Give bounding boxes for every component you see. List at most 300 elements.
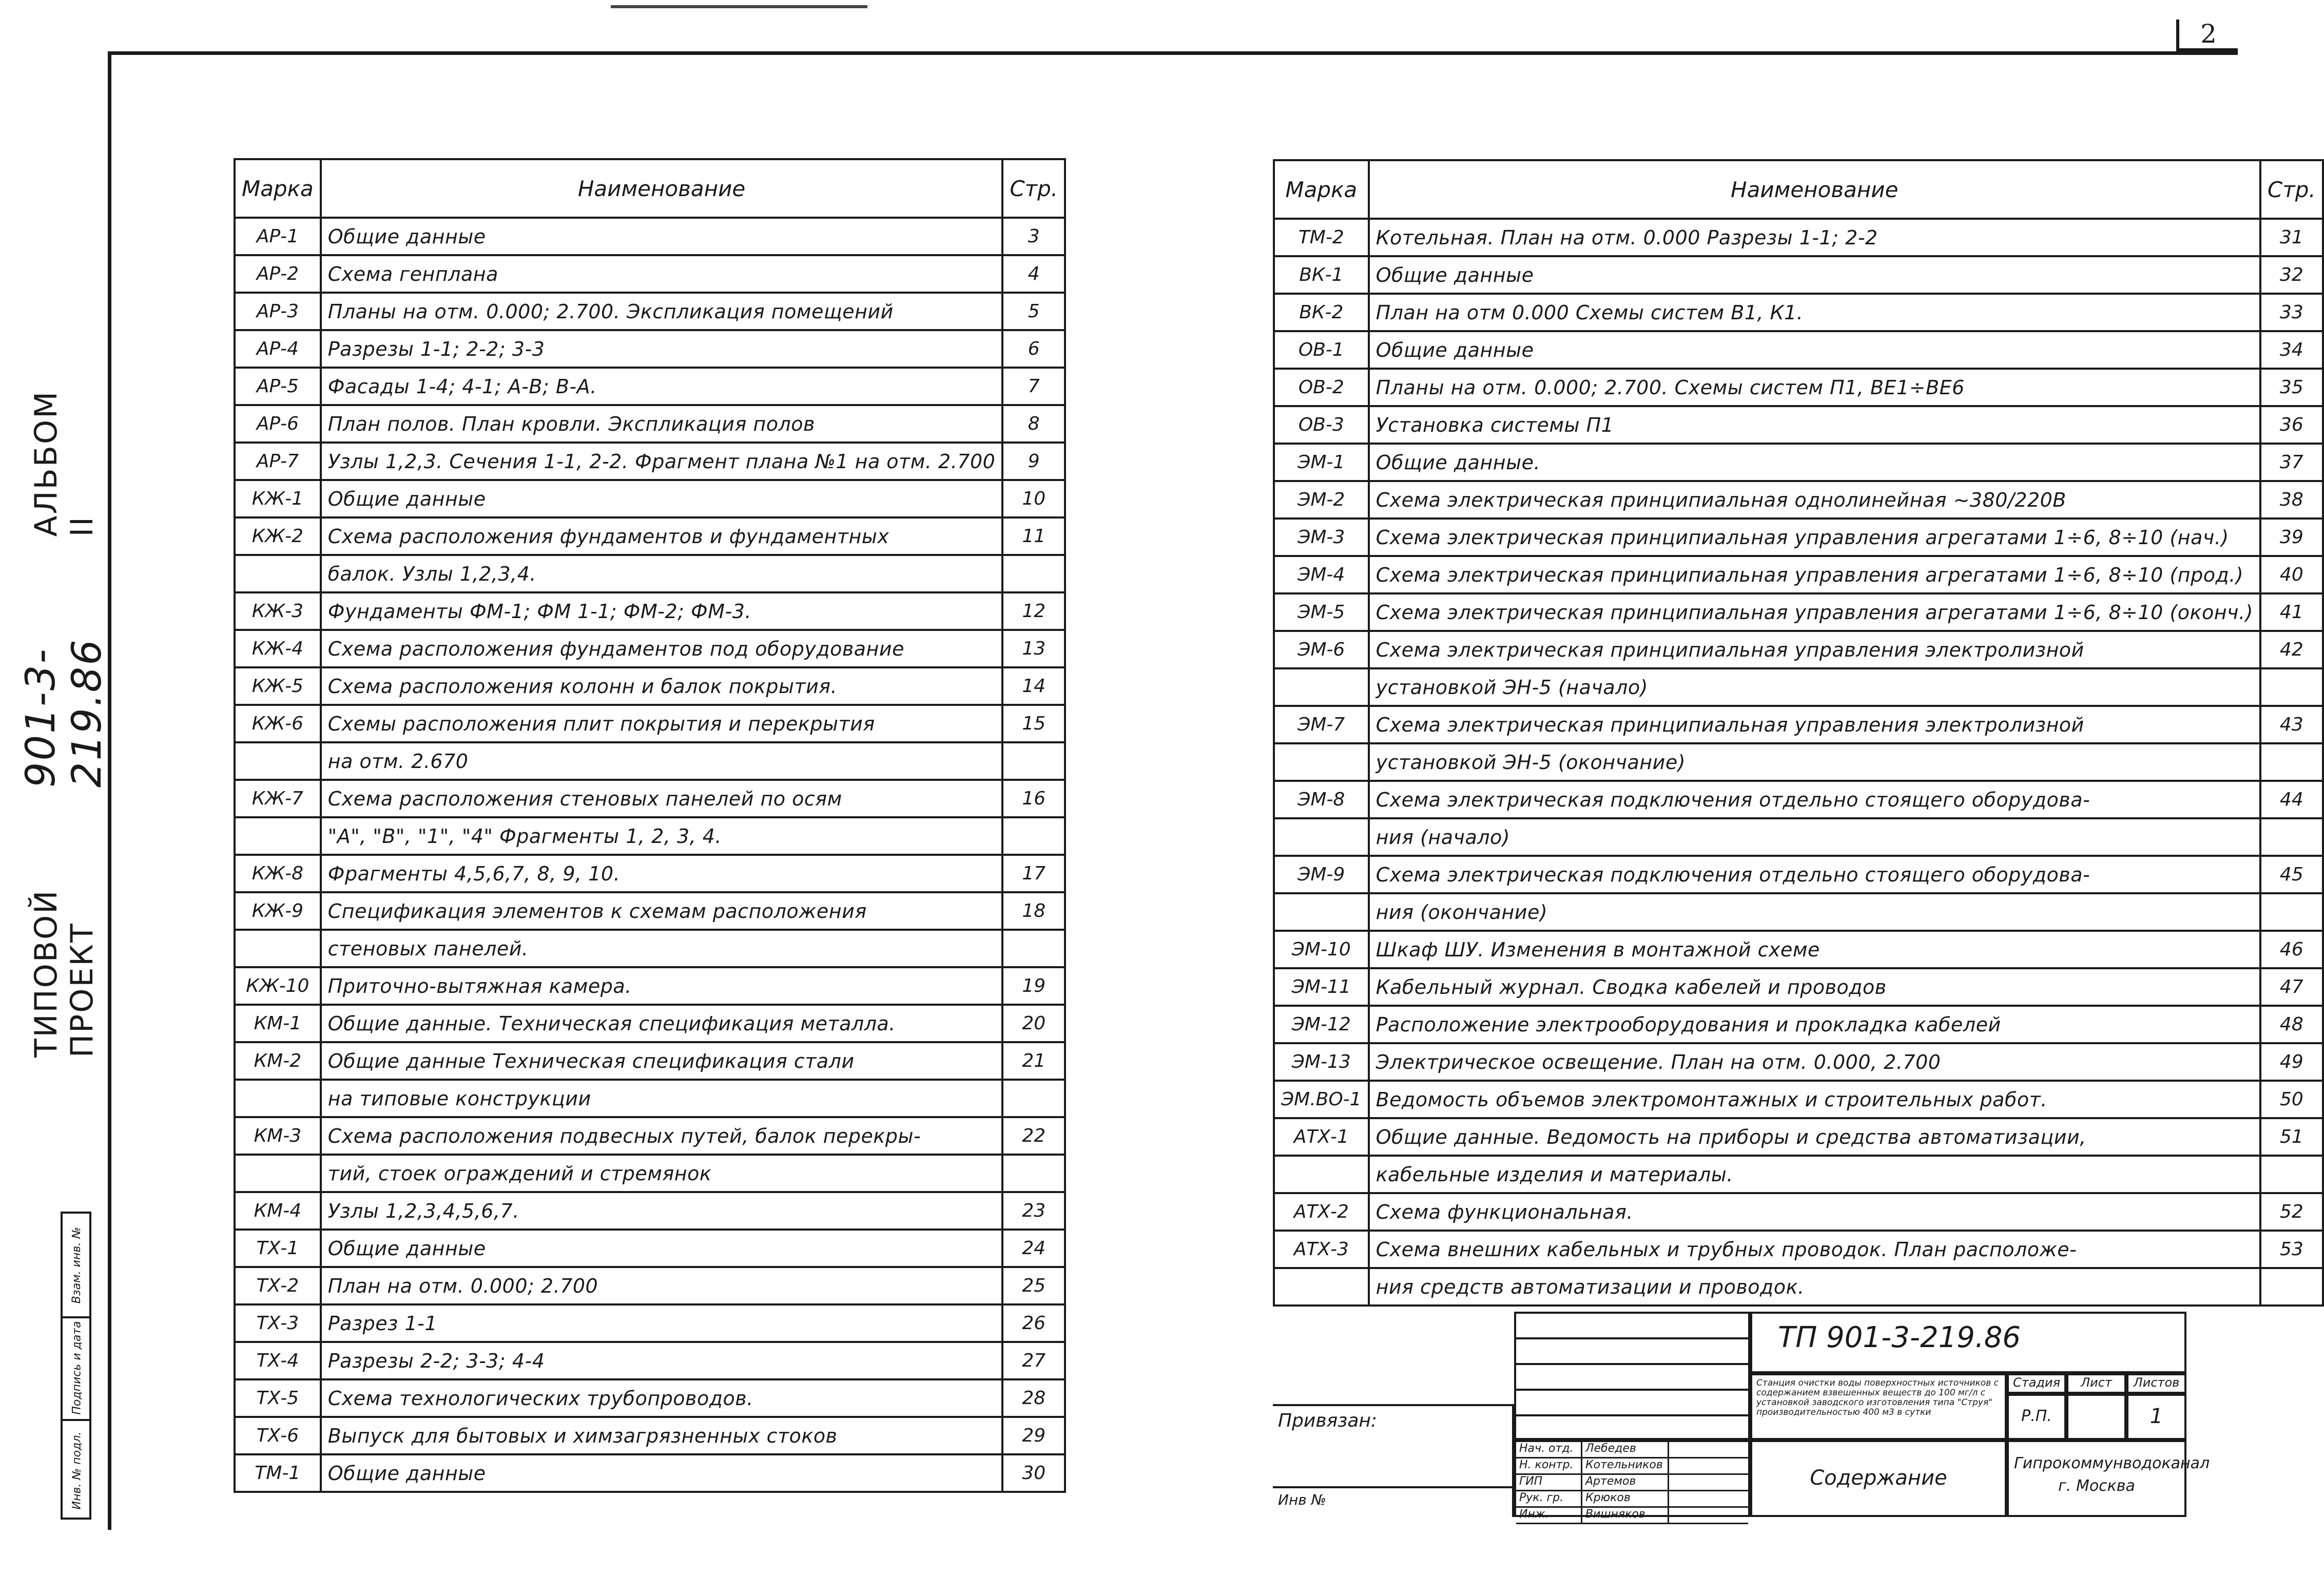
top-edge-mark xyxy=(611,0,867,8)
row-mark: КЖ-5 xyxy=(235,667,321,705)
table-row xyxy=(1274,556,2323,593)
row-name: Схема электрическая принципиальная управления агрегатами 1÷6, 8÷10 (прод.) xyxy=(1369,556,2260,593)
header-page: Стр. xyxy=(2260,160,2323,219)
sheets-label: Листов xyxy=(2126,1373,2186,1394)
row-name: Выпуск для бытовых и химзагрязненных стоков xyxy=(321,1417,1003,1454)
title-block xyxy=(1273,1312,2210,1521)
table-row xyxy=(1274,1268,2323,1306)
table-row xyxy=(1274,481,2323,519)
row-page xyxy=(1002,930,1065,967)
row-name: Общие данные. Техническая спецификация металла. xyxy=(321,1005,1003,1042)
row-page: 47 xyxy=(2260,968,2323,1006)
sheet-label: Лист xyxy=(2066,1373,2126,1394)
row-name: Схема технологических трубопроводов. xyxy=(321,1379,1003,1417)
row-mark xyxy=(235,1080,321,1117)
stage-label: Стадия xyxy=(2007,1373,2066,1394)
header-name: Наименование xyxy=(1369,160,2260,219)
row-mark: КЖ-7 xyxy=(235,780,321,817)
row-page xyxy=(1002,1080,1065,1117)
row-name: Схема внешних кабельных и трубных проводок. План расположе- xyxy=(1369,1231,2260,1268)
sheet-title: Содержание xyxy=(1750,1440,2007,1517)
row-page: 46 xyxy=(2260,931,2323,968)
row-mark: КМ-4 xyxy=(235,1192,321,1230)
table-row xyxy=(235,592,1065,630)
row-page: 49 xyxy=(2260,1043,2323,1081)
table-row xyxy=(235,967,1065,1005)
table-row xyxy=(1274,856,2323,893)
row-page: 11 xyxy=(1002,517,1065,555)
row-page xyxy=(2260,743,2323,781)
row-page: 39 xyxy=(2260,519,2323,556)
row-mark: ЭМ-7 xyxy=(1274,706,1369,743)
row-name: Ведомость объемов электромонтажных и строительных работ. xyxy=(1369,1081,2260,1118)
row-name: Общие данные xyxy=(321,480,1003,517)
sheet-value xyxy=(2066,1394,2126,1440)
row-page: 31 xyxy=(2260,219,2323,256)
row-name: Фундаменты ФМ-1; ФМ 1-1; ФМ-2; ФМ-3. xyxy=(321,592,1003,630)
table-row xyxy=(1274,706,2323,743)
table-row xyxy=(1274,781,2323,818)
row-name: Общие данные Техническая спецификация стали xyxy=(321,1042,1003,1080)
row-page: 18 xyxy=(1002,892,1065,930)
row-name: тий, стоек ограждений и стремянок xyxy=(321,1155,1003,1192)
table-row xyxy=(235,930,1065,967)
sheet-number: 2 xyxy=(2176,20,2238,51)
row-mark: КЖ-10 xyxy=(235,967,321,1005)
document-code: ТП 901-3-219.86 xyxy=(1750,1312,2186,1373)
table-row xyxy=(235,218,1065,255)
row-page: 17 xyxy=(1002,855,1065,892)
table-header-row xyxy=(1274,160,2323,219)
row-name: Установка системы П1 xyxy=(1369,406,2260,444)
row-mark: КЖ-1 xyxy=(235,480,321,517)
row-page: 33 xyxy=(2260,294,2323,331)
row-name: на типовые конструкции xyxy=(321,1080,1003,1117)
table-row xyxy=(235,1117,1065,1155)
row-page: 35 xyxy=(2260,369,2323,406)
table-row xyxy=(1274,444,2323,481)
row-name: Схема расположения фундаментов и фундаментных xyxy=(321,517,1003,555)
row-mark: КЖ-9 xyxy=(235,892,321,930)
staff-signature xyxy=(1669,1442,1748,1457)
row-mark: ТМ-2 xyxy=(1274,219,1369,256)
row-page: 29 xyxy=(1002,1417,1065,1454)
table-row xyxy=(235,330,1065,368)
row-mark: КЖ-8 xyxy=(235,855,321,892)
table-row xyxy=(1274,294,2323,331)
row-page: 23 xyxy=(1002,1192,1065,1230)
row-page: 12 xyxy=(1002,592,1065,630)
project-number: 901-3-219.86 xyxy=(18,638,110,788)
row-mark xyxy=(235,555,321,592)
stamp-label: Инв. № подл. xyxy=(70,1431,84,1509)
table-row xyxy=(1274,668,2323,706)
row-mark: КЖ-3 xyxy=(235,592,321,630)
table-row xyxy=(235,1042,1065,1080)
contents-body-right xyxy=(1274,219,2323,1306)
row-name: Разрезы 2-2; 3-3; 4-4 xyxy=(321,1342,1003,1379)
row-mark: АР-2 xyxy=(235,255,321,293)
row-mark: ЭМ-4 xyxy=(1274,556,1369,593)
row-name: стеновых панелей. xyxy=(321,930,1003,967)
row-name: кабельные изделия и материалы. xyxy=(1369,1156,2260,1193)
row-name: Планы на отм. 0.000; 2.700. Схемы систем П1, ВЕ1÷ВЕ6 xyxy=(1369,369,2260,406)
side-approval-stamp xyxy=(61,1212,91,1520)
row-name: Схема электрическая подключения отдельно стоящего оборудова- xyxy=(1369,856,2260,893)
header-name: Наименование xyxy=(321,159,1003,218)
inv-field: Инв № xyxy=(1273,1486,1514,1517)
table-row xyxy=(235,1080,1065,1117)
row-mark: ОВ-3 xyxy=(1274,406,1369,444)
row-mark xyxy=(1274,668,1369,706)
contents-table-left xyxy=(234,158,1066,1493)
row-mark: КЖ-4 xyxy=(235,630,321,667)
staff-role: Инж. xyxy=(1516,1508,1582,1523)
row-name: План на отм. 0.000; 2.700 xyxy=(321,1267,1003,1304)
row-name: Общие данные xyxy=(321,1454,1003,1492)
row-mark xyxy=(235,1155,321,1192)
row-mark: ЭМ-13 xyxy=(1274,1043,1369,1081)
table-row xyxy=(1274,256,2323,294)
staff-list xyxy=(1514,1440,1750,1521)
table-row xyxy=(235,480,1065,517)
row-mark xyxy=(1274,1156,1369,1193)
table-row xyxy=(235,1379,1065,1417)
row-name: ния (окончание) xyxy=(1369,893,2260,931)
row-mark: ЭМ.ВО-1 xyxy=(1274,1081,1369,1118)
row-mark: ОВ-2 xyxy=(1274,369,1369,406)
row-name: Схема функциональная. xyxy=(1369,1193,2260,1231)
table-row xyxy=(235,1342,1065,1379)
row-mark: ЭМ-1 xyxy=(1274,444,1369,481)
row-page: 32 xyxy=(2260,256,2323,294)
table-row xyxy=(235,780,1065,817)
table-row xyxy=(235,705,1065,742)
row-name: Планы на отм. 0.000; 2.700. Экспликация помещений xyxy=(321,293,1003,330)
row-name: Схема генплана xyxy=(321,255,1003,293)
row-name: Кабельный журнал. Сводка кабелей и проводов xyxy=(1369,968,2260,1006)
row-name: Узлы 1,2,3,4,5,6,7. xyxy=(321,1192,1003,1230)
row-name: Разрез 1-1 xyxy=(321,1304,1003,1342)
row-mark xyxy=(1274,743,1369,781)
bound-field: Привязан: xyxy=(1273,1404,1514,1486)
stamp-label: Подпись и дата xyxy=(70,1320,84,1415)
row-mark: АТХ-3 xyxy=(1274,1231,1369,1268)
row-name: ния средств автоматизации и проводок. xyxy=(1369,1268,2260,1306)
row-name: Схемы расположения плит покрытия и перекрытия xyxy=(321,705,1003,742)
table-row xyxy=(235,1192,1065,1230)
row-mark: АР-1 xyxy=(235,218,321,255)
row-name: Расположение электрооборудования и прокладка кабелей xyxy=(1369,1006,2260,1043)
row-mark: ТХ-3 xyxy=(235,1304,321,1342)
table-row xyxy=(1274,968,2323,1006)
staff-signature xyxy=(1669,1508,1748,1523)
row-page: 50 xyxy=(2260,1081,2323,1118)
row-page: 10 xyxy=(1002,480,1065,517)
row-mark xyxy=(235,930,321,967)
staff-name: Вишняков xyxy=(1582,1508,1669,1523)
row-name: ния (начало) xyxy=(1369,818,2260,856)
row-mark: КМ-3 xyxy=(235,1117,321,1155)
row-name: Схема электрическая принципиальная управления электролизной xyxy=(1369,706,2260,743)
row-page: 16 xyxy=(1002,780,1065,817)
table-row xyxy=(235,555,1065,592)
row-name: Схема расположения колонн и балок покрытия. xyxy=(321,667,1003,705)
row-name: Узлы 1,2,3. Сечения 1-1, 2-2. Фрагмент плана №1 на отм. 2.700 xyxy=(321,443,1003,480)
table-row xyxy=(1274,369,2323,406)
row-name: Приточно-вытяжная камера. xyxy=(321,967,1003,1005)
table-row xyxy=(235,855,1065,892)
row-mark xyxy=(1274,818,1369,856)
row-name: Общие данные xyxy=(1369,256,2260,294)
row-page: 14 xyxy=(1002,667,1065,705)
row-mark: АТХ-2 xyxy=(1274,1193,1369,1231)
table-row xyxy=(235,892,1065,930)
row-page xyxy=(2260,668,2323,706)
row-name: Схема электрическая принципиальная управления агрегатами 1÷6, 8÷10 (оконч.) xyxy=(1369,593,2260,631)
row-page: 27 xyxy=(1002,1342,1065,1379)
row-page: 24 xyxy=(1002,1230,1065,1267)
row-page xyxy=(2260,893,2323,931)
row-page: 43 xyxy=(2260,706,2323,743)
row-page: 40 xyxy=(2260,556,2323,593)
table-row xyxy=(235,443,1065,480)
row-page: 41 xyxy=(2260,593,2323,631)
table-row xyxy=(1274,631,2323,668)
row-page: 36 xyxy=(2260,406,2323,444)
row-page: 34 xyxy=(2260,331,2323,369)
row-page xyxy=(1002,742,1065,780)
row-mark: ТМ-1 xyxy=(235,1454,321,1492)
row-name: Схема электрическая принципиальная управления электролизной xyxy=(1369,631,2260,668)
table-header-row xyxy=(235,159,1065,218)
row-mark xyxy=(1274,1268,1369,1306)
table-row xyxy=(235,255,1065,293)
row-mark: ТХ-2 xyxy=(235,1267,321,1304)
staff-signature xyxy=(1669,1458,1748,1473)
row-page: 9 xyxy=(1002,443,1065,480)
row-mark: ВК-2 xyxy=(1274,294,1369,331)
row-name: Фасады 1-4; 4-1; А-В; В-А. xyxy=(321,368,1003,405)
staff-role: Н. контр. xyxy=(1516,1458,1582,1473)
row-page: 38 xyxy=(2260,481,2323,519)
staff-name: Котельников xyxy=(1582,1458,1669,1473)
row-mark: КЖ-6 xyxy=(235,705,321,742)
table-row xyxy=(235,1304,1065,1342)
organization: Гипрокоммунводоканал г. Москва xyxy=(2007,1440,2186,1517)
table-row xyxy=(1274,1193,2323,1231)
staff-role: ГИП xyxy=(1516,1475,1582,1490)
row-mark: ЭМ-11 xyxy=(1274,968,1369,1006)
row-mark: ОВ-1 xyxy=(1274,331,1369,369)
table-row xyxy=(1274,331,2323,369)
row-name: Спецификация элементов к схемам расположения xyxy=(321,892,1003,930)
row-name: Схема расположения подвесных путей, балок перекры- xyxy=(321,1117,1003,1155)
row-mark: АР-3 xyxy=(235,293,321,330)
row-page xyxy=(2260,818,2323,856)
row-page xyxy=(1002,555,1065,592)
row-name: установкой ЭН-5 (начало) xyxy=(1369,668,2260,706)
table-row xyxy=(1274,1006,2323,1043)
row-mark: ЭМ-9 xyxy=(1274,856,1369,893)
row-page: 5 xyxy=(1002,293,1065,330)
row-page: 45 xyxy=(2260,856,2323,893)
table-row xyxy=(1274,931,2323,968)
table-row xyxy=(1274,219,2323,256)
staff-signature xyxy=(1669,1491,1748,1506)
row-name: Общие данные xyxy=(321,1230,1003,1267)
row-mark: ЭМ-8 xyxy=(1274,781,1369,818)
row-mark xyxy=(235,817,321,855)
table-row xyxy=(235,1155,1065,1192)
row-page: 42 xyxy=(2260,631,2323,668)
row-mark: ТХ-1 xyxy=(235,1230,321,1267)
row-name: Разрезы 1-1; 2-2; 3-3 xyxy=(321,330,1003,368)
table-row xyxy=(1274,519,2323,556)
row-page: 4 xyxy=(1002,255,1065,293)
table-row xyxy=(235,1417,1065,1454)
row-name: Фрагменты 4,5,6,7, 8, 9, 10. xyxy=(321,855,1003,892)
staff-signature xyxy=(1669,1475,1748,1490)
table-row xyxy=(235,293,1065,330)
row-page: 25 xyxy=(1002,1267,1065,1304)
row-name: Схема электрическая принципиальная управления агрегатами 1÷6, 8÷10 (нач.) xyxy=(1369,519,2260,556)
row-mark: АР-5 xyxy=(235,368,321,405)
row-name: Электрическое освещение. План на отм. 0.000, 2.700 xyxy=(1369,1043,2260,1081)
staff-row xyxy=(1516,1491,1748,1508)
row-page: 21 xyxy=(1002,1042,1065,1080)
table-row xyxy=(235,742,1065,780)
row-page: 20 xyxy=(1002,1005,1065,1042)
row-page xyxy=(2260,1156,2323,1193)
row-page: 8 xyxy=(1002,405,1065,443)
row-mark: ЭМ-10 xyxy=(1274,931,1369,968)
table-row xyxy=(235,1230,1065,1267)
row-page: 52 xyxy=(2260,1193,2323,1231)
row-page xyxy=(1002,817,1065,855)
row-name: установкой ЭН-5 (окончание) xyxy=(1369,743,2260,781)
header-mark: Марка xyxy=(235,159,321,218)
row-name: Общие данные xyxy=(1369,331,2260,369)
table-row xyxy=(1274,818,2323,856)
row-mark: АТХ-1 xyxy=(1274,1118,1369,1156)
album-label: АЛЬБОМ II xyxy=(28,390,100,537)
contents-table-right xyxy=(1273,159,2324,1307)
contents-body-left xyxy=(235,218,1065,1492)
row-page: 3 xyxy=(1002,218,1065,255)
staff-role: Рук. гр. xyxy=(1516,1491,1582,1506)
project-label: ТИПОВОЙ ПРОЕКТ xyxy=(28,889,100,1058)
stamp-label: Взам. инв. № xyxy=(70,1226,84,1303)
row-name: Шкаф ШУ. Изменения в монтажной схеме xyxy=(1369,931,2260,968)
row-name: балок. Узлы 1,2,3,4. xyxy=(321,555,1003,592)
row-page: 13 xyxy=(1002,630,1065,667)
row-mark: КМ-1 xyxy=(235,1005,321,1042)
row-name: Схема расположения стеновых панелей по осям xyxy=(321,780,1003,817)
table-row xyxy=(235,368,1065,405)
row-page: 7 xyxy=(1002,368,1065,405)
table-row xyxy=(235,1005,1065,1042)
row-mark: КЖ-2 xyxy=(235,517,321,555)
table-row xyxy=(1274,1156,2323,1193)
staff-row xyxy=(1516,1475,1748,1491)
row-page xyxy=(2260,1268,2323,1306)
stage-value: Р.П. xyxy=(2007,1394,2066,1440)
row-mark: ТХ-5 xyxy=(235,1379,321,1417)
staff-row xyxy=(1516,1442,1748,1458)
row-mark: ЭМ-3 xyxy=(1274,519,1369,556)
row-page: 44 xyxy=(2260,781,2323,818)
sheets-value: 1 xyxy=(2126,1394,2186,1440)
row-name: Схема электрическая принципиальная однолинейная ~380/220В xyxy=(1369,481,2260,519)
row-mark: ТХ-6 xyxy=(235,1417,321,1454)
row-mark: КМ-2 xyxy=(235,1042,321,1080)
staff-name: Лебедев xyxy=(1582,1442,1669,1457)
row-mark: ЭМ-2 xyxy=(1274,481,1369,519)
revision-grid xyxy=(1514,1312,1750,1440)
object-description: Станция очистки воды поверхностных источников с содержанием взвешенных веществ до 100 мг/л с установкой заводского изготовления типа "Струя" производительностью 400 м3 в сутки xyxy=(1750,1373,2007,1440)
row-name: на отм. 2.670 xyxy=(321,742,1003,780)
table-row xyxy=(235,405,1065,443)
table-row xyxy=(235,817,1065,855)
row-mark xyxy=(235,742,321,780)
row-name: Схема расположения фундаментов под оборудование xyxy=(321,630,1003,667)
table-row xyxy=(1274,743,2323,781)
table-row xyxy=(1274,406,2323,444)
table-row xyxy=(235,667,1065,705)
row-name: План на отм 0.000 Схемы систем В1, К1. xyxy=(1369,294,2260,331)
row-page: 19 xyxy=(1002,967,1065,1005)
row-mark: АР-6 xyxy=(235,405,321,443)
row-page: 6 xyxy=(1002,330,1065,368)
row-page: 48 xyxy=(2260,1006,2323,1043)
row-name: Общие данные. xyxy=(1369,444,2260,481)
row-page: 15 xyxy=(1002,705,1065,742)
table-row xyxy=(1274,1231,2323,1268)
row-page: 30 xyxy=(1002,1454,1065,1492)
row-mark: ВК-1 xyxy=(1274,256,1369,294)
row-page: 22 xyxy=(1002,1117,1065,1155)
staff-role: Нач. отд. xyxy=(1516,1442,1582,1457)
row-page: 51 xyxy=(2260,1118,2323,1156)
row-page: 26 xyxy=(1002,1304,1065,1342)
row-page: 37 xyxy=(2260,444,2323,481)
row-name: План полов. План кровли. Экспликация полов xyxy=(321,405,1003,443)
row-mark: АР-4 xyxy=(235,330,321,368)
table-row xyxy=(235,517,1065,555)
row-mark: ЭМ-5 xyxy=(1274,593,1369,631)
row-name: "А", "В", "1", "4" Фрагменты 1, 2, 3, 4. xyxy=(321,817,1003,855)
row-mark: ЭМ-6 xyxy=(1274,631,1369,668)
row-name: Общие данные. Ведомость на приборы и средства автоматизации, xyxy=(1369,1118,2260,1156)
row-mark: ЭМ-12 xyxy=(1274,1006,1369,1043)
table-row xyxy=(235,1267,1065,1304)
table-row xyxy=(1274,1081,2323,1118)
row-page xyxy=(1002,1155,1065,1192)
row-name: Схема электрическая подключения отдельно стоящего оборудова- xyxy=(1369,781,2260,818)
table-row xyxy=(235,1454,1065,1492)
table-row xyxy=(1274,1043,2323,1081)
side-title xyxy=(18,390,110,1058)
row-page: 28 xyxy=(1002,1379,1065,1417)
staff-name: Крюков xyxy=(1582,1491,1669,1506)
row-mark: АР-7 xyxy=(235,443,321,480)
header-mark: Марка xyxy=(1274,160,1369,219)
row-page: 53 xyxy=(2260,1231,2323,1268)
header-page: Стр. xyxy=(1002,159,1065,218)
row-name: Общие данные xyxy=(321,218,1003,255)
row-name: Котельная. План на отм. 0.000 Разрезы 1-1; 2-2 xyxy=(1369,219,2260,256)
